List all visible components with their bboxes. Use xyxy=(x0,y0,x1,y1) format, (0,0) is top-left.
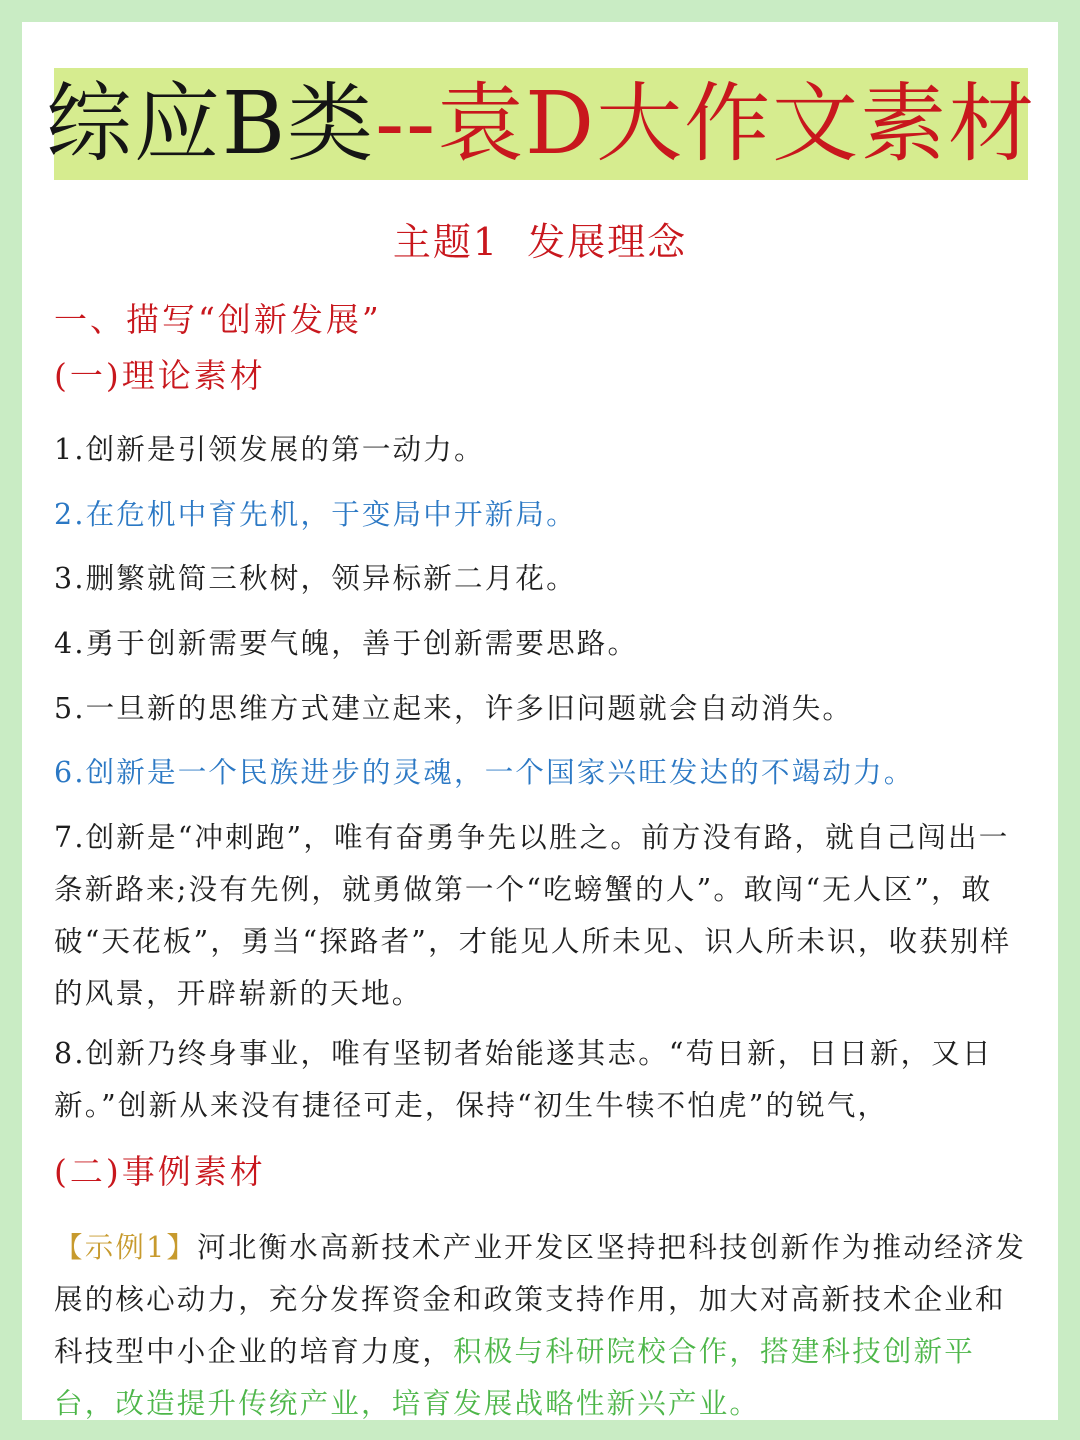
theory-item-2: 2.在危机中育先机，于变局中开新局。 xyxy=(54,498,577,531)
title-part-2: --袁D大作文素材 xyxy=(375,74,1037,174)
title-part-1: 综应B类 xyxy=(45,74,376,174)
theory-item-4: 4.勇于创新需要气魄，善于创新需要思路。 xyxy=(54,627,639,660)
example-1-text: 河北衡水高新技术产业开发区坚持把科技创新作为推动经济发展的核心动力，充分发挥资金和政策支持作用，加大对高新技术企业和科技型中小企业的培育力度， xyxy=(54,1231,1027,1368)
topic-subtitle: 主题1 发展理念 xyxy=(392,220,688,264)
theory-item-3: 3.删繁就简三秋树，领异标新二月花。 xyxy=(54,562,577,595)
section-heading: 一、描写“创新发展” xyxy=(54,300,382,339)
theory-item-1: 1.创新是引领发展的第一动力。 xyxy=(54,433,485,466)
title-banner xyxy=(45,68,1037,180)
document-page xyxy=(22,22,1058,1420)
theory-item-6: 6.创新是一个民族进步的灵魂，一个国家兴旺发达的不竭动力。 xyxy=(54,756,915,789)
example-1-highlight: 积极与科研院校合作，搭建科技创新平台，改造提升传统产业，培育发展战略性新兴产业。 xyxy=(54,1335,976,1420)
subsection-heading-theory: (一)理论素材 xyxy=(54,356,266,395)
theory-item-7: 7.创新是“冲刺跑”，唯有奋勇争先以胜之。前方没有路，就自己闯出一条新路来;没有先例，就勇做第一个“吃螃蟹的人”。敢闯“无人区”，敢破“天花板”，勇当“探路者”，才能见人所未见、识人所未识，收获别样的风景，开辟崭新的天地。 xyxy=(54,821,1012,1010)
theory-item-8: 8.创新乃终身事业，唯有坚韧者始能遂其志。“苟日新，日日新，又日新。”创新从来没有捷径可走，保持“初生牛犊不怕虎”的锐气， xyxy=(54,1037,993,1122)
theory-item-5: 5.一旦新的思维方式建立起来，许多旧问题就会自动消失。 xyxy=(54,692,854,725)
example-1 xyxy=(54,1222,1030,1430)
example-1-tag: 【示例1】 xyxy=(54,1231,198,1264)
subsection-heading-examples: (二)事例素材 xyxy=(54,1152,266,1191)
